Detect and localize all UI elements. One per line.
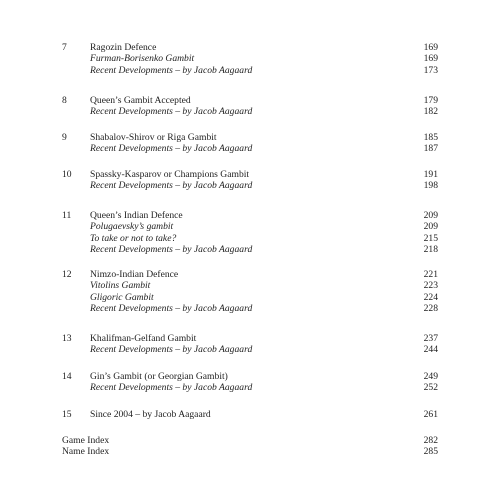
entry-title: Recent Developments – by Jacob Aagaard	[90, 64, 253, 76]
toc-entry	[0, 292, 500, 303]
page-number: 223	[423, 280, 438, 292]
entry-title: To take or not to take?	[90, 232, 177, 244]
toc-indexes	[0, 435, 500, 458]
chapter-number: 10	[62, 169, 72, 180]
page-number: 218	[423, 244, 438, 256]
page-number: 224	[423, 291, 438, 303]
entry-title: Recent Developments – by Jacob Aagaard	[90, 344, 253, 356]
index-entry	[0, 446, 500, 457]
page-number: 179	[423, 95, 438, 106]
toc-entry	[0, 344, 500, 355]
toc-chapter	[0, 95, 500, 118]
page-number: 228	[423, 303, 438, 315]
toc-entry	[0, 303, 500, 314]
page-number: 187	[423, 143, 438, 155]
chapter-heading	[0, 169, 500, 180]
toc-entry	[0, 382, 500, 393]
page-number: 244	[423, 344, 438, 356]
toc-entry	[0, 143, 500, 154]
chapter-title: Spassky-Kasparov or Champions Gambit	[90, 169, 250, 180]
entry-title: Vitolins Gambit	[90, 280, 151, 292]
index-title: Game Index	[62, 435, 110, 446]
entry-title: Recent Developments – by Jacob Aagaard	[90, 180, 253, 192]
toc-entry	[0, 280, 500, 291]
toc-entry	[0, 244, 500, 255]
chapter-heading	[0, 132, 500, 143]
page-number: 285	[423, 446, 438, 458]
page-number: 182	[423, 106, 438, 118]
toc-chapter	[0, 42, 500, 76]
chapter-heading	[0, 371, 500, 382]
chapter-number: 15	[62, 409, 72, 420]
toc-chapter	[0, 269, 500, 315]
page-number: 282	[423, 435, 438, 446]
chapter-heading	[0, 95, 500, 106]
index-title: Name Index	[62, 446, 110, 458]
chapter-number: 8	[62, 95, 67, 106]
page-number: 185	[423, 132, 438, 143]
toc-chapter	[0, 333, 500, 356]
chapter-title: Nimzo-Indian Defence	[90, 269, 179, 280]
chapter-number: 11	[62, 210, 72, 221]
chapter-title: Shabalov-Shirov or Riga Gambit	[90, 132, 217, 143]
page-number: 209	[423, 210, 438, 221]
entry-title: Gligoric Gambit	[90, 291, 154, 303]
chapter-number: 12	[62, 269, 72, 280]
chapter-number: 13	[62, 333, 72, 344]
toc-entry	[0, 233, 500, 244]
toc-chapter	[0, 409, 500, 420]
page-number: 169	[423, 42, 438, 53]
page-number: 261	[423, 409, 438, 420]
toc-entry	[0, 106, 500, 117]
chapter-heading	[0, 269, 500, 280]
page-number: 173	[423, 64, 438, 76]
page-number: 249	[423, 371, 438, 382]
page-number: 221	[423, 269, 438, 280]
entry-title: Recent Developments – by Jacob Aagaard	[90, 244, 253, 256]
page-number: 198	[423, 180, 438, 192]
toc-chapter	[0, 169, 500, 192]
entry-title: Polugaevsky’s gambit	[90, 221, 174, 233]
toc-entry	[0, 180, 500, 191]
chapter-title: Queen’s Indian Defence	[90, 210, 183, 221]
page-number: 215	[423, 232, 438, 244]
entry-title: Recent Developments – by Jacob Aagaard	[90, 143, 253, 155]
toc-chapter	[0, 132, 500, 155]
entry-title: Recent Developments – by Jacob Aagaard	[90, 382, 253, 394]
toc-chapter	[0, 210, 500, 256]
chapter-title: Since 2004 – by Jacob Aagaard	[90, 409, 211, 420]
entry-title: Recent Developments – by Jacob Aagaard	[90, 303, 253, 315]
chapter-title: Ragozin Defence	[90, 42, 157, 53]
entry-title: Recent Developments – by Jacob Aagaard	[90, 106, 253, 118]
chapter-title: Queen’s Gambit Accepted	[90, 95, 191, 106]
chapter-number: 7	[62, 42, 67, 53]
page-number: 252	[423, 382, 438, 394]
toc-entry	[0, 221, 500, 232]
chapter-number: 14	[62, 371, 72, 382]
chapter-title: Gin’s Gambit (or Georgian Gambit)	[90, 371, 228, 382]
chapter-heading	[0, 409, 500, 420]
entry-title: Furman-Borisenko Gambit	[90, 53, 195, 65]
page-number: 237	[423, 333, 438, 344]
chapter-heading	[0, 333, 500, 344]
page-number: 191	[423, 169, 438, 180]
index-entry	[0, 435, 500, 446]
page-number: 209	[423, 221, 438, 233]
toc-entry	[0, 53, 500, 64]
chapter-number: 9	[62, 132, 67, 143]
chapter-title: Khalifman-Gelfand Gambit	[90, 333, 197, 344]
chapter-heading	[0, 210, 500, 221]
toc-chapter	[0, 371, 500, 394]
chapter-heading	[0, 42, 500, 53]
page-number: 169	[423, 53, 438, 65]
toc-entry	[0, 65, 500, 76]
